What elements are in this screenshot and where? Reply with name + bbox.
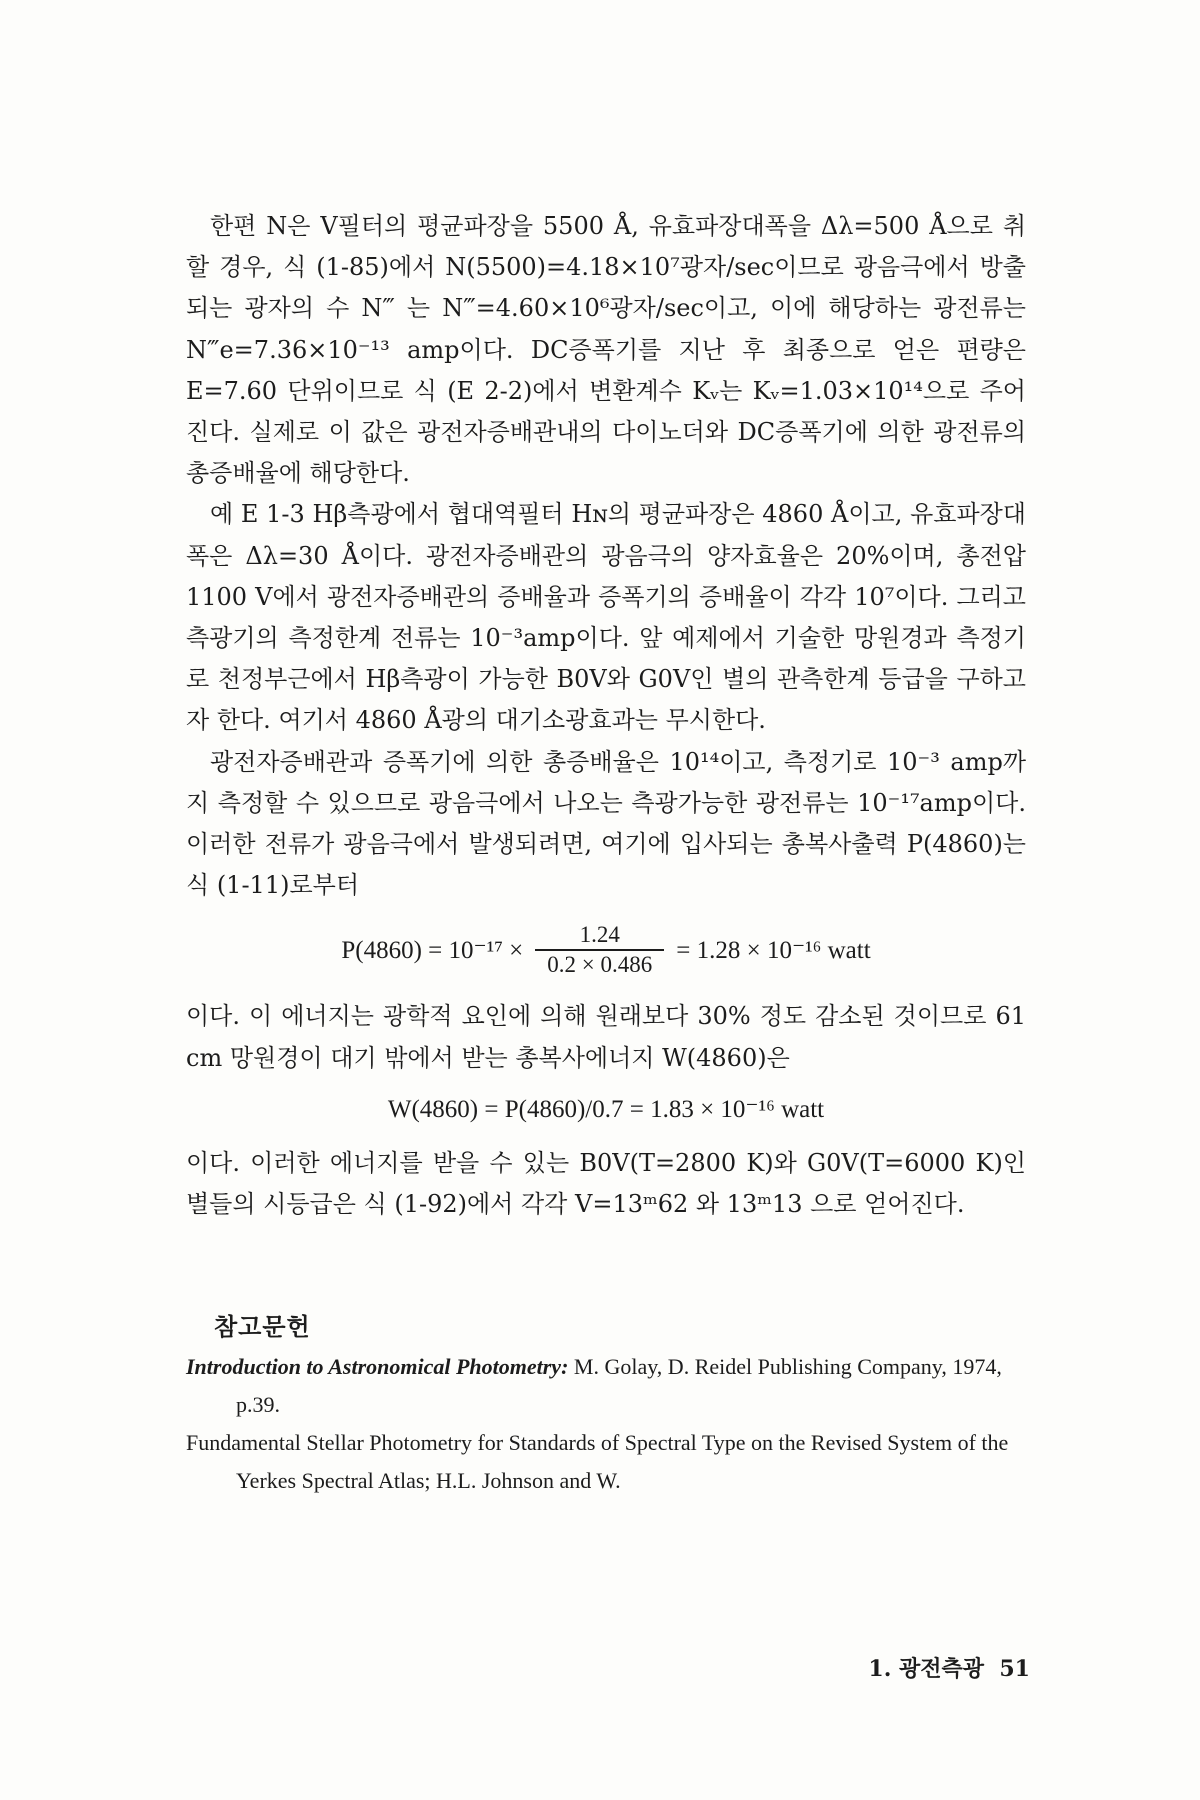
paragraph-5: 이다. 이러한 에너지를 받을 수 있는 B0V(T=2800 K)와 G0V(T=6000 K)인 별들의 시등급은 식 (1-92)에서 각각 V=13ᵐ62 와 13ᵐ13 으로 얻어진다. [186,1148,1026,1219]
reference-details: M. Golay, D. Reidel Publishing Company, 1974, p.39. [236,1354,1002,1418]
equation-fraction [535,921,664,979]
page-number: 51 [999,1656,1030,1682]
reference-item [186,1348,1026,1424]
page-footer [868,1652,1030,1683]
reference-details: Fundamental Stellar Photometry for Standards of Spectral Type on the Revised System of the Yerkes Spectral Atlas; H.L. Johnson and W. [186,1430,1009,1494]
paragraph-3: 광전자증배관과 증폭기에 의한 총증배율은 10¹⁴이고, 측정기로 10⁻³ amp까지 측정할 수 있으므로 광음극에서 나오는 측광가능한 광전류는 10⁻¹⁷amp이다. 이러한 전류가 광음극에서 발생되려면, 여기에 입사되는 총복사출력 P(4860)는 식 (1-11)로부터 [186,747,1026,900]
equation-w4860-text: W(4860) = P(4860)/0.7 = 1.83 × 10⁻¹⁶ watt [387,1095,825,1123]
running-section-title: 1. 광전측광 [868,1656,985,1682]
references-section [186,1307,1026,1500]
equation-w4860 [186,1087,1026,1131]
reference-title: Introduction to Astronomical Photometry: [186,1354,569,1380]
references-title: 참고문헌 [214,1313,311,1342]
equation-rhs: = 1.28 × 10⁻¹⁶ watt [676,937,871,965]
paragraph-example-e1-3: 예 E 1-3 Hβ측광에서 협대역필터 Hɴ의 평균파장은 4860 Å이고, 유효파장대폭은 Δλ=30 Å이다. 광전자증배관의 광음극의 양자효율은 20%이며, 총전압 1100 V에서 광전자증배관의 증배율과 증폭기의 증배율이 각각 10⁷이다. 그리고 측광기의 측정한계 전류는 10⁻³amp이다. 앞 예제에서 기술한 망원경과 측정기로 천정부근에서 Hβ측광이 가능한 B0V와 G0V인 별의 관측한계 등급을 구하고자 한다. 여기서 4860 Å광의 대기소광효과는 무시한다. [186,500,1026,735]
equation-lhs: P(4860) = 10⁻¹⁷ × [341,937,524,965]
reference-item [186,1424,1026,1500]
equation-p4860 [186,920,1026,980]
fraction-numerator: 1.24 [579,922,620,948]
page-body [186,206,1026,1500]
fraction-denominator: 0.2 × 0.486 [535,949,664,979]
paragraph-4: 이다. 이 에너지는 광학적 요인에 의해 원래보다 30% 정도 감소된 것이므로 61 cm 망원경이 대기 밖에서 받는 총복사에너지 W(4860)은 [186,1002,1026,1072]
paragraph-1: 한편 N은 V필터의 평균파장을 5500 Å, 유효파장대폭을 Δλ=500 Å으로 취할 경우, 식 (1-85)에서 N(5500)=4.18×10⁷광자/sec이므로 광음극에서 방출되는 광자의 수 N‴ 는 N‴=4.60×10⁶광자/sec이고, 이에 해당하는 광전류는 N‴e=7.36×10⁻¹³ amp이다. DC증폭기를 지난 후 최종으로 얻은 편량은 E=7.60 단위이므로 식 (E 2-2)에서 변환계수 Kᵥ는 Kᵥ=1.03×10¹⁴으로 주어진다. 실제로 이 값은 광전자증배관내의 다이노더와 DC증폭기에 의한 광전류의 총증배율에 해당한다. [186,212,1026,488]
